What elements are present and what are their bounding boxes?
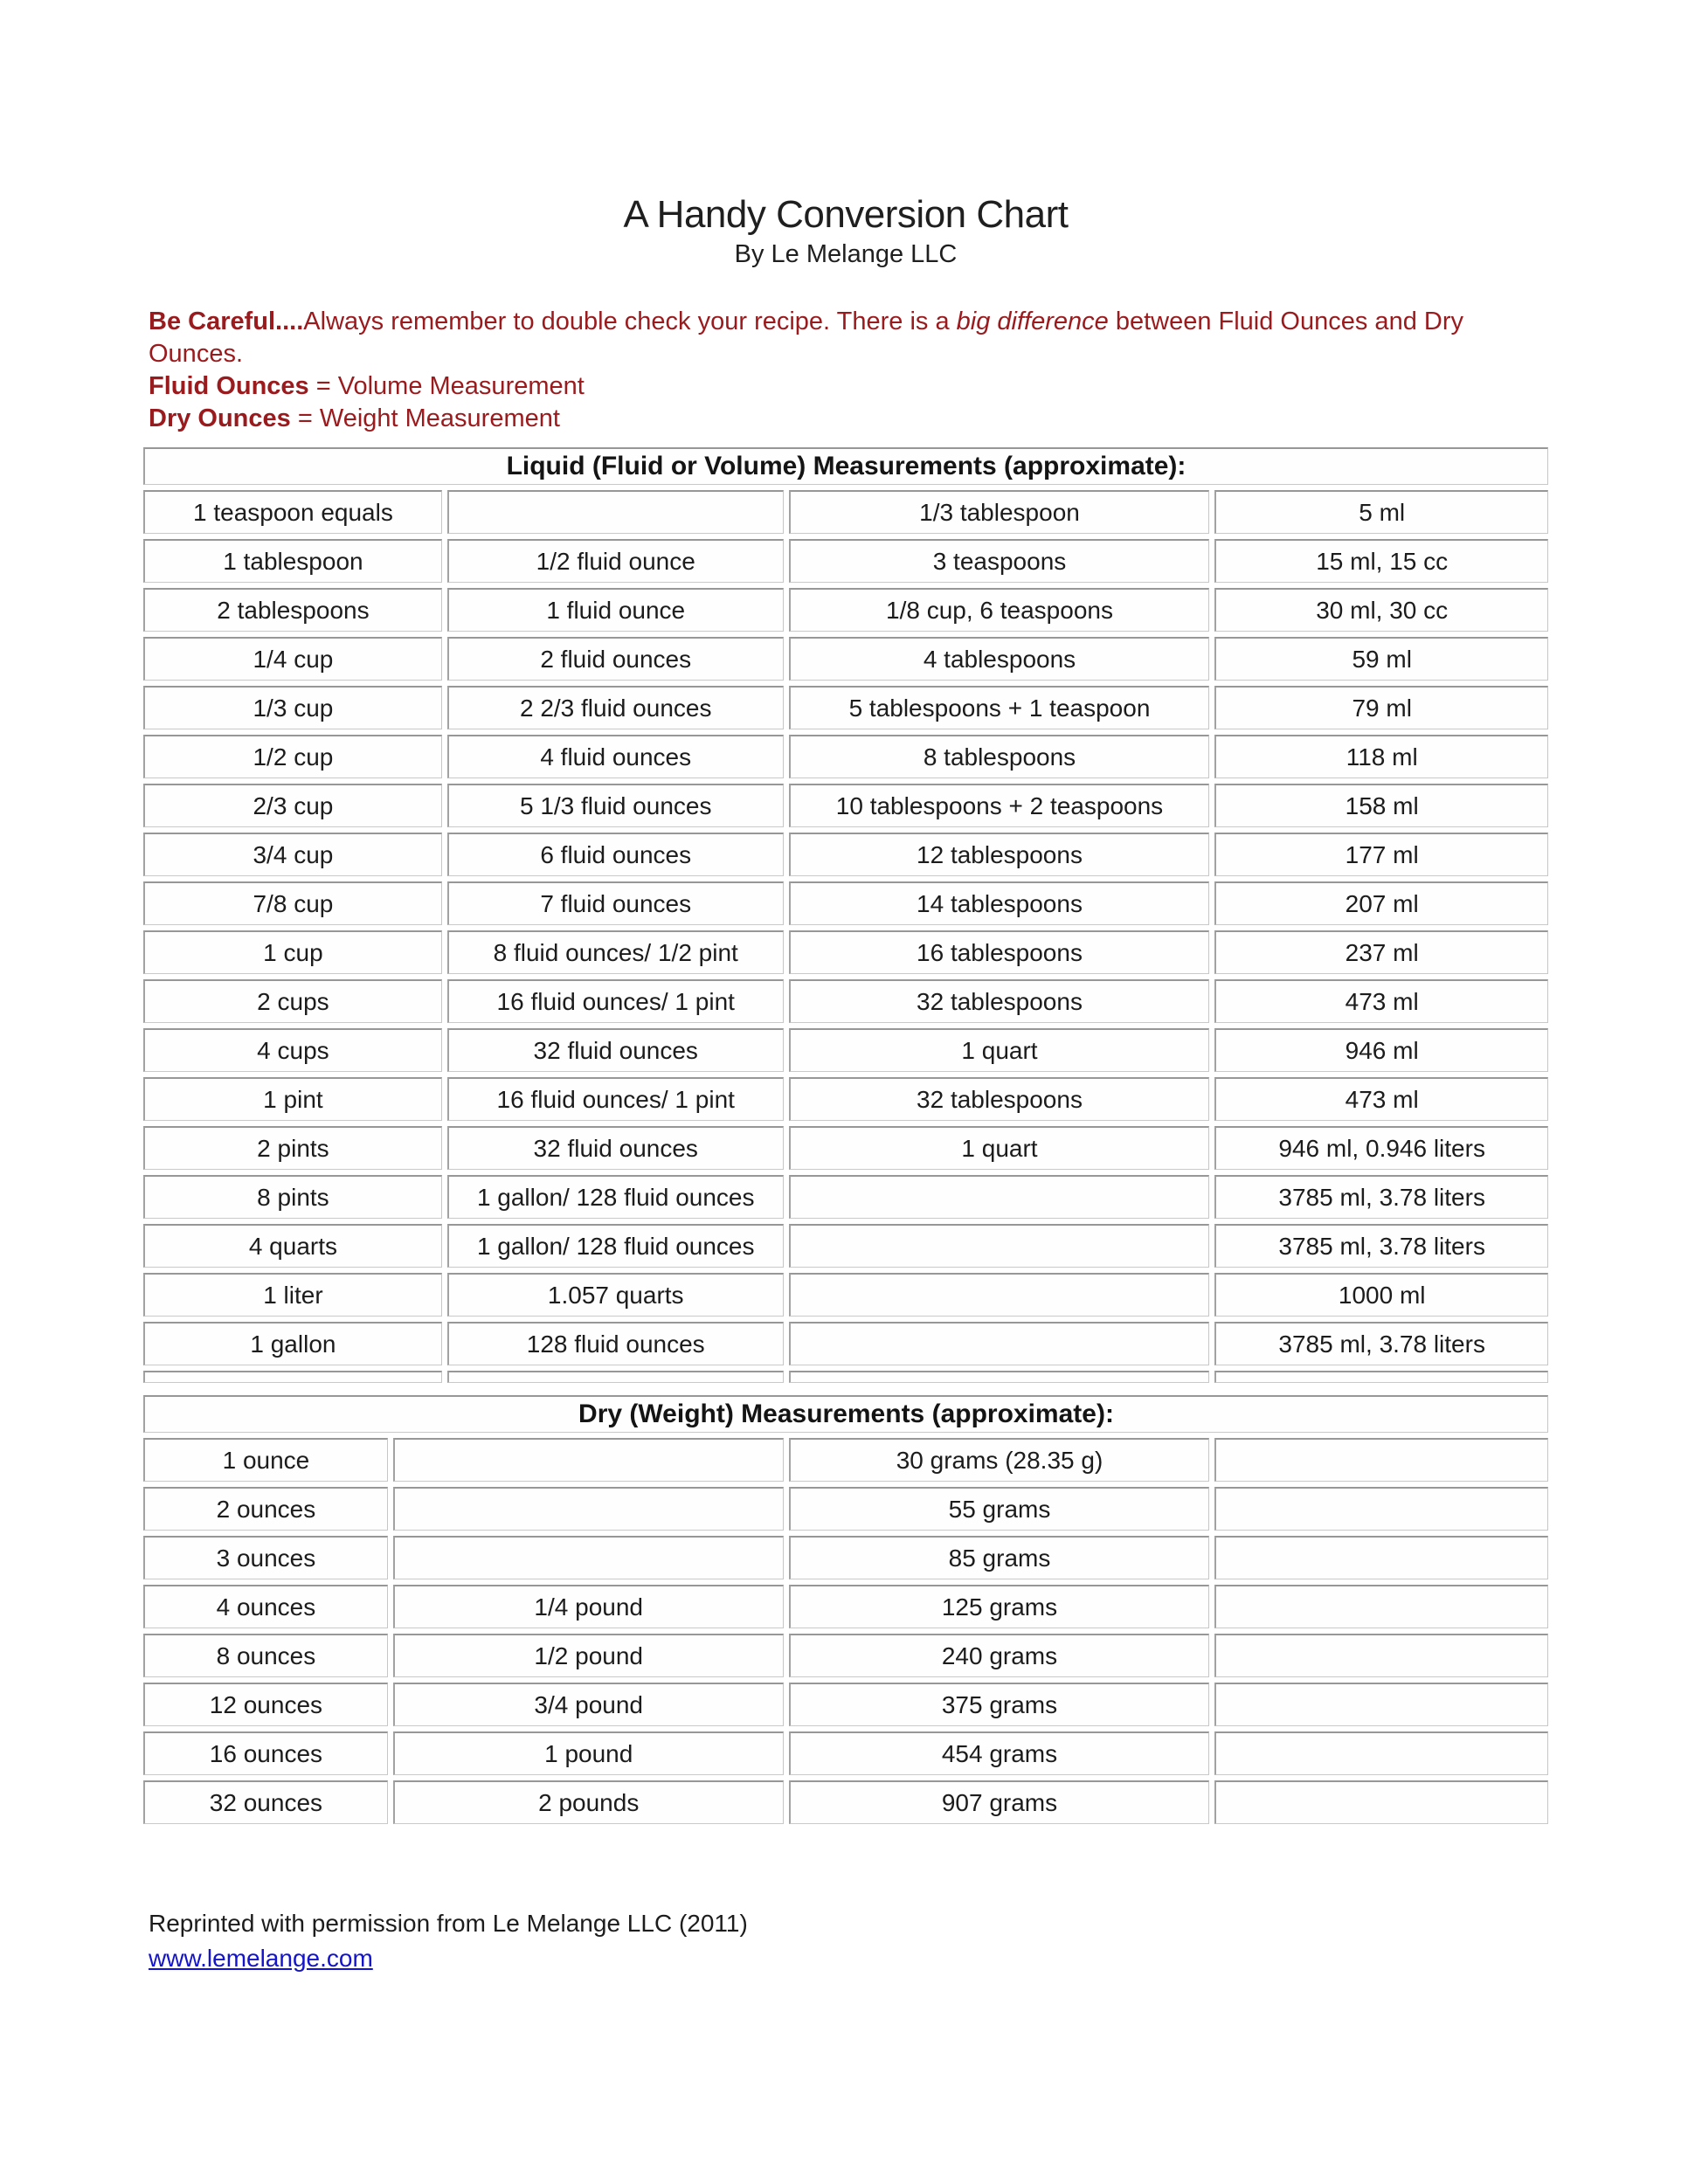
table-cell: 3/4 pound [393,1683,784,1726]
dry-ounces-label: Dry Ounces [149,404,291,433]
table-cell: 2 pints [143,1126,442,1170]
table-cell: 1 pint [143,1077,442,1121]
table-cell: 1.057 quarts [447,1273,784,1317]
table-row [143,1780,1548,1824]
table-cell: 1 gallon/ 128 fluid ounces [447,1224,784,1268]
table-cell [789,1175,1210,1219]
table-cell: 125 grams [789,1585,1210,1628]
table-cell: 12 tablespoons [789,833,1210,876]
table-cell [1214,1731,1548,1775]
table-cell: 14 tablespoons [789,881,1210,925]
liquid-table-head [143,447,1548,485]
table-row [143,686,1548,729]
table-cell: 79 ml [1214,686,1548,729]
table-row [143,588,1548,632]
table-row [143,1322,1548,1365]
table-cell: 1 quart [789,1126,1210,1170]
table-cell: 2 fluid ounces [447,637,784,681]
table-cell: 16 tablespoons [789,930,1210,974]
warning-line-careful [149,306,1553,370]
table-cell: 2 cups [143,979,442,1023]
table-cell: 946 ml, 0.946 liters [1214,1126,1548,1170]
table-cell: 1 teaspoon equals [143,490,442,534]
table-cell [1214,1487,1548,1531]
table-cell [1214,1780,1548,1824]
table-row [143,1683,1548,1726]
table-cell: 16 fluid ounces/ 1 pint [447,979,784,1023]
table-row [143,1438,1548,1482]
table-cell: 3 teaspoons [789,539,1210,583]
table-cell [143,1371,442,1383]
table-cell: 473 ml [1214,1077,1548,1121]
table-cell [789,1371,1210,1383]
footer-link-line [149,1941,1553,1976]
table-cell: 1/2 pound [393,1634,784,1677]
table-cell: 59 ml [1214,637,1548,681]
warning-line-dry-ounces [149,403,1553,435]
table-cell: 4 cups [143,1028,442,1072]
table-row [143,1175,1548,1219]
warning-text-b: between Fluid Ounces and Dry Ounces. [149,308,1463,369]
table-row [143,1077,1548,1121]
table-cell: 85 grams [789,1536,1210,1579]
table-row [143,490,1548,534]
table-cell: 1 quart [789,1028,1210,1072]
table-cell [789,1224,1210,1268]
table-cell: 1 ounce [143,1438,388,1482]
table-cell [1214,1634,1548,1677]
lemelange-link[interactable]: www.lemelange.com [149,1945,373,1973]
table-cell: 7/8 cup [143,881,442,925]
table-cell: 4 tablespoons [789,637,1210,681]
table-cell: 3785 ml, 3.78 liters [1214,1224,1548,1268]
table-cell: 55 grams [789,1487,1210,1531]
table-row [143,1273,1548,1317]
table-cell: 240 grams [789,1634,1210,1677]
table-cell: 4 fluid ounces [447,735,784,778]
table-cell: 375 grams [789,1683,1210,1726]
dry-measurements-table [138,1390,1553,1829]
liquid-table-header: Liquid (Fluid or Volume) Measurements (approximate): [143,447,1548,485]
table-cell [1214,1438,1548,1482]
table-cell: 6 fluid ounces [447,833,784,876]
table-cell [1214,1536,1548,1579]
table-cell: 1 fluid ounce [447,588,784,632]
table-cell: 1/2 fluid ounce [447,539,784,583]
warning-italic-big-difference: big difference [956,308,1109,336]
table-row [143,1371,1548,1383]
table-cell: 1 cup [143,930,442,974]
table-cell: 1 liter [143,1273,442,1317]
warning-line-fluid-ounces [149,370,1553,403]
table-row [143,539,1548,583]
table-cell: 32 fluid ounces [447,1028,784,1072]
table-row [143,979,1548,1023]
table-cell [393,1438,784,1482]
document-page [138,0,1553,1976]
table-cell: 1 gallon/ 128 fluid ounces [447,1175,784,1219]
table-cell [789,1322,1210,1365]
table-row [143,1126,1548,1170]
table-cell: 454 grams [789,1731,1210,1775]
liquid-measurements-table [138,442,1553,1388]
table-cell: 4 quarts [143,1224,442,1268]
table-row [143,735,1548,778]
table-cell: 907 grams [789,1780,1210,1824]
table-row [143,637,1548,681]
table-cell: 8 tablespoons [789,735,1210,778]
table-cell: 32 tablespoons [789,1077,1210,1121]
table-cell: 32 fluid ounces [447,1126,784,1170]
table-cell [393,1536,784,1579]
table-cell: 2/3 cup [143,784,442,827]
liquid-table-body [143,490,1548,1365]
table-cell: 8 fluid ounces/ 1/2 pint [447,930,784,974]
footer [149,1906,1553,1976]
warning-bold-be-careful: Be Careful.... [149,308,304,336]
table-cell [1214,1683,1548,1726]
table-cell: 30 grams (28.35 g) [789,1438,1210,1482]
table-cell: 5 tablespoons + 1 teaspoon [789,686,1210,729]
table-cell [789,1273,1210,1317]
table-row [143,881,1548,925]
table-cell: 946 ml [1214,1028,1548,1072]
dry-ounces-definition: = Weight Measurement [290,404,560,433]
table-cell: 3785 ml, 3.78 liters [1214,1175,1548,1219]
table-cell: 12 ounces [143,1683,388,1726]
footer-permission-note: Reprinted with permission from Le Melange LLC (2011) [149,1910,748,1938]
liquid-table-spacer-row [143,1371,1548,1383]
table-cell: 177 ml [1214,833,1548,876]
dry-table-head [143,1395,1548,1433]
table-cell: 1 gallon [143,1322,442,1365]
fluid-ounces-definition: = Volume Measurement [308,372,585,401]
table-row [143,833,1548,876]
table-row [143,1224,1548,1268]
table-cell: 1/3 tablespoon [789,490,1210,534]
table-cell: 237 ml [1214,930,1548,974]
table-row [143,1487,1548,1531]
table-row [143,1536,1548,1579]
table-cell: 16 ounces [143,1731,388,1775]
table-cell: 4 ounces [143,1585,388,1628]
table-cell: 2 tablespoons [143,588,442,632]
table-cell: 32 ounces [143,1780,388,1824]
table-cell: 5 ml [1214,490,1548,534]
table-cell [447,1371,784,1383]
dry-table-header-row [143,1395,1548,1433]
table-cell: 30 ml, 30 cc [1214,588,1548,632]
table-cell [1214,1371,1548,1383]
table-cell: 10 tablespoons + 2 teaspoons [789,784,1210,827]
table-row [143,1585,1548,1628]
table-row [143,1634,1548,1677]
table-cell: 8 ounces [143,1634,388,1677]
table-cell: 3 ounces [143,1536,388,1579]
table-cell: 2 ounces [143,1487,388,1531]
table-row [143,784,1548,827]
table-cell [393,1487,784,1531]
liquid-table-header-row [143,447,1548,485]
table-cell: 7 fluid ounces [447,881,784,925]
table-cell: 1/4 pound [393,1585,784,1628]
table-cell: 2 pounds [393,1780,784,1824]
table-cell: 158 ml [1214,784,1548,827]
table-cell: 3/4 cup [143,833,442,876]
table-cell: 1 tablespoon [143,539,442,583]
table-cell: 1/8 cup, 6 teaspoons [789,588,1210,632]
table-row [143,1731,1548,1775]
table-cell: 1 pound [393,1731,784,1775]
table-cell: 1000 ml [1214,1273,1548,1317]
table-cell: 128 fluid ounces [447,1322,784,1365]
table-cell: 118 ml [1214,735,1548,778]
table-cell: 8 pints [143,1175,442,1219]
table-cell: 32 tablespoons [789,979,1210,1023]
page-subtitle: By Le Melange LLC [734,240,958,269]
table-cell: 3785 ml, 3.78 liters [1214,1322,1548,1365]
table-cell: 15 ml, 15 cc [1214,539,1548,583]
table-cell: 473 ml [1214,979,1548,1023]
warning-block [149,306,1553,435]
table-row [143,1028,1548,1072]
table-cell: 1/2 cup [143,735,442,778]
table-cell: 16 fluid ounces/ 1 pint [447,1077,784,1121]
table-cell [447,490,784,534]
table-cell: 1/4 cup [143,637,442,681]
table-cell [1214,1585,1548,1628]
table-cell: 1/3 cup [143,686,442,729]
table-cell: 5 1/3 fluid ounces [447,784,784,827]
page-title: A Handy Conversion Chart [623,193,1069,236]
dry-table-body [143,1438,1548,1824]
table-cell: 207 ml [1214,881,1548,925]
fluid-ounces-label: Fluid Ounces [149,372,309,401]
dry-table-header: Dry (Weight) Measurements (approximate): [143,1395,1548,1433]
table-row [143,930,1548,974]
warning-text-a: Always remember to double check your recipe. There is a [303,308,957,336]
table-cell: 2 2/3 fluid ounces [447,686,784,729]
